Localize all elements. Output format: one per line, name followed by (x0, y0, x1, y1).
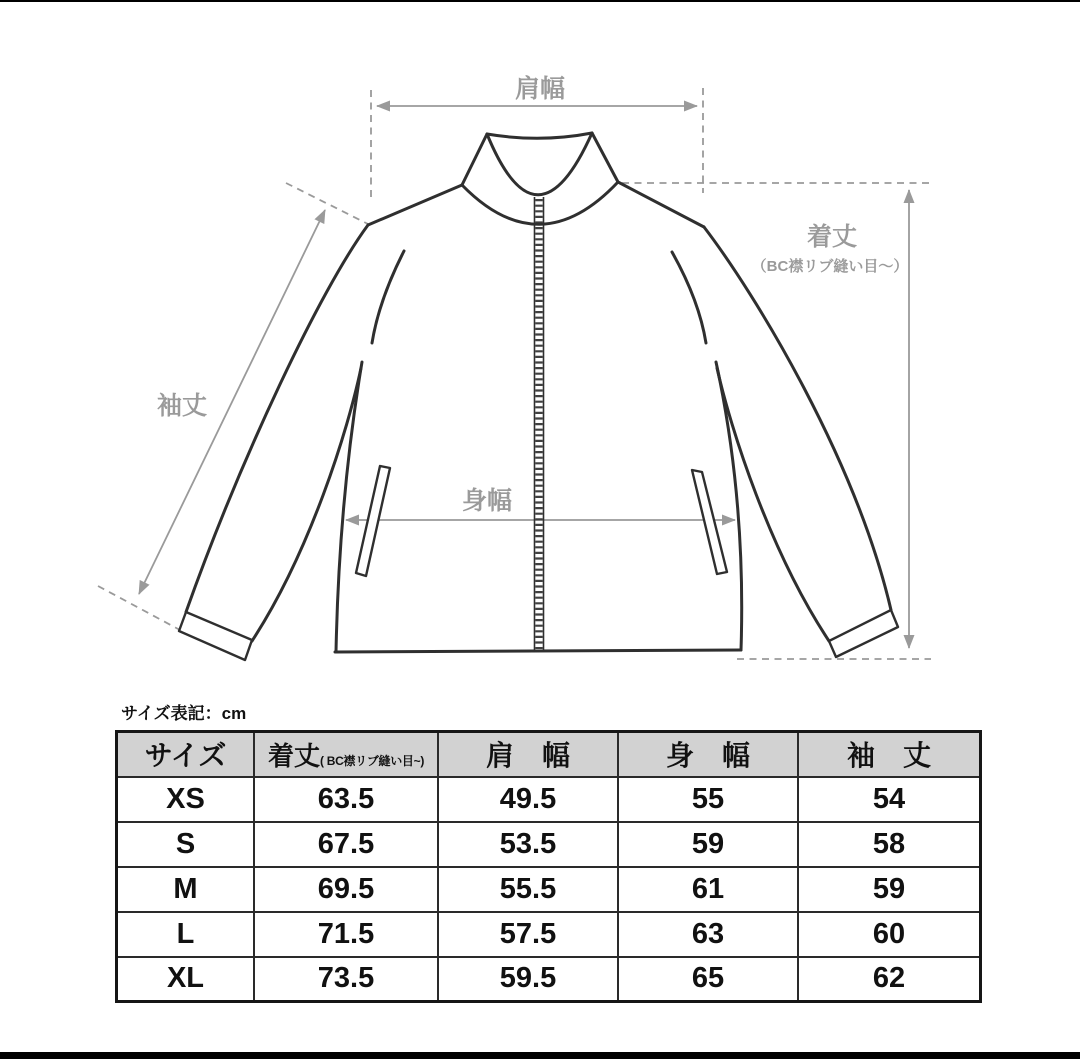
cell-shoulder: 49.5 (438, 777, 618, 822)
right-sleeve-outer (704, 227, 891, 610)
zipper (535, 197, 544, 650)
left-pocket (356, 466, 390, 576)
header-shoulder-width: 肩 幅 (438, 732, 618, 777)
cell-body-length: 67.5 (254, 822, 438, 867)
size-unit-note: サイズ表記：cm (121, 704, 247, 723)
sleeve-length-label: 袖丈 (156, 392, 208, 420)
body-width-label: 身幅 (461, 487, 513, 515)
cell-sleeve: 58 (798, 822, 981, 867)
header-body-width: 身 幅 (618, 732, 798, 777)
table-row-xl (117, 957, 981, 1002)
cell-size: L (117, 912, 255, 957)
size-table (115, 730, 982, 1003)
cell-body-length: 71.5 (254, 912, 438, 957)
header-body-length-main: 着丈 (267, 740, 320, 771)
cell-body-width: 65 (618, 957, 798, 1002)
cell-size: M (117, 867, 255, 912)
header-sleeve-length: 袖 丈 (798, 732, 981, 777)
header-row (117, 732, 981, 777)
cell-sleeve: 54 (798, 777, 981, 822)
cell-size: XL (117, 957, 255, 1002)
sleeve-length-tick-top (286, 183, 368, 224)
measurement-guides (98, 74, 931, 659)
cell-sleeve: 62 (798, 957, 981, 1002)
cell-sleeve: 60 (798, 912, 981, 957)
right-sleeve-inner (717, 368, 829, 641)
table-row-s (117, 822, 981, 867)
collar-top-edge (487, 133, 592, 138)
hem-line (335, 650, 741, 652)
cell-size: S (117, 822, 255, 867)
left-shoulder-seam (368, 185, 462, 225)
header-body-length-note: ( BC襟リブ縫い目~) (319, 753, 425, 768)
jacket-outline (179, 133, 898, 660)
right-cuff (829, 610, 898, 657)
cell-body-width: 59 (618, 822, 798, 867)
cell-shoulder: 55.5 (438, 867, 618, 912)
table-row-xs (117, 777, 981, 822)
shoulder-width-label: 肩幅 (514, 75, 566, 103)
cell-body-length: 73.5 (254, 957, 438, 1002)
cell-shoulder: 59.5 (438, 957, 618, 1002)
cell-sleeve: 59 (798, 867, 981, 912)
cell-size: XS (117, 777, 255, 822)
cell-body-width: 55 (618, 777, 798, 822)
size-table-body (117, 777, 981, 1002)
table-row-m (117, 867, 981, 912)
collar-right-edge (592, 133, 618, 182)
collar-inner-curve (487, 133, 592, 195)
size-table-header (117, 732, 981, 777)
header-size: サイズ (117, 732, 255, 777)
right-pocket (692, 470, 727, 574)
body-length-note: （BC襟リブ縫い目～） (751, 258, 909, 275)
table-row-l (117, 912, 981, 957)
cell-body-length: 69.5 (254, 867, 438, 912)
right-armhole-seam (672, 252, 706, 343)
right-body-seam (716, 362, 742, 650)
right-shoulder-seam (618, 182, 704, 227)
left-body-seam (336, 362, 362, 652)
collar-left-edge (462, 134, 487, 185)
cell-shoulder: 53.5 (438, 822, 618, 867)
cell-shoulder: 57.5 (438, 912, 618, 957)
cell-body-width: 61 (618, 867, 798, 912)
cell-body-width: 63 (618, 912, 798, 957)
cell-body-length: 63.5 (254, 777, 438, 822)
bottom-border-bar (0, 1052, 1080, 1059)
left-cuff (179, 612, 252, 660)
left-armhole-seam (372, 251, 404, 343)
header-body-length (254, 732, 438, 777)
body-length-label: 着丈 (806, 223, 858, 251)
